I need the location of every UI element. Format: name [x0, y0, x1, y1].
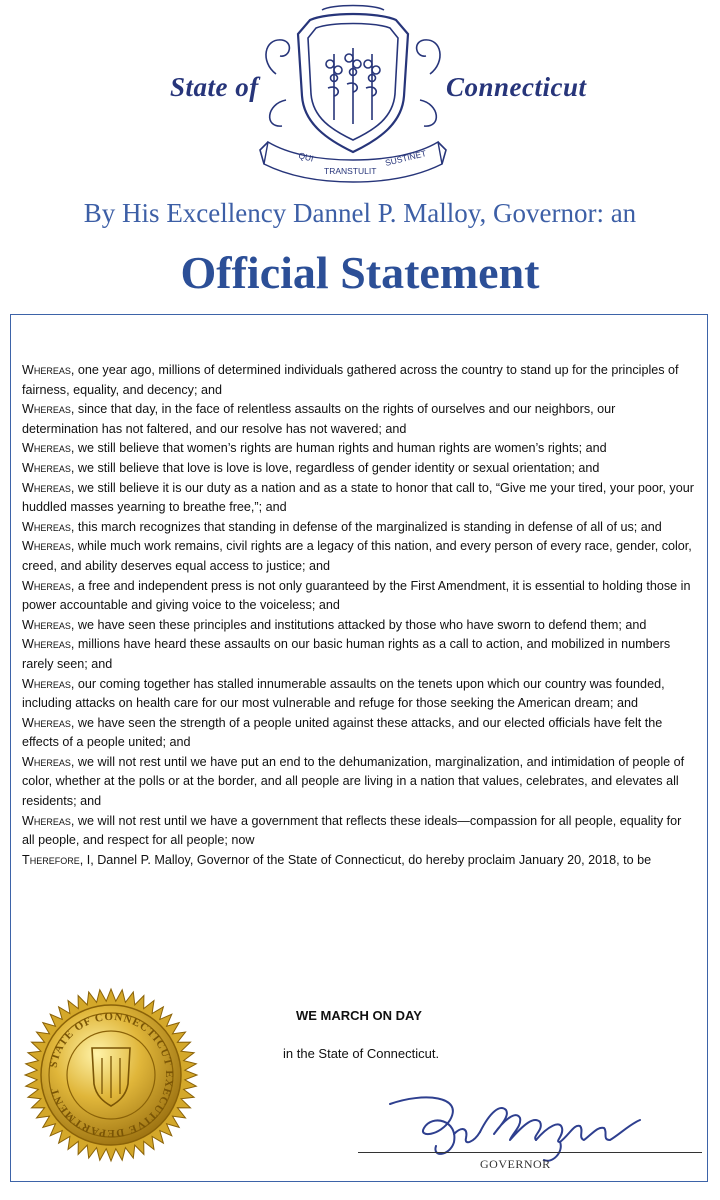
clause-text: , I, Dannel P. Malloy, Governor of the State of Connecticut, do hereby proclaim January 20, 2018, to be: [79, 852, 652, 867]
clause-text: , this march recognizes that standing in defense of the marginalized is standing in defense of all of us; and: [70, 519, 662, 534]
clause-lead: Whereas: [22, 539, 71, 554]
clause: [22, 753, 694, 812]
clause: [22, 635, 694, 674]
clause-text: , we have seen these principles and institutions attacked by those who have sworn to defend them; and: [70, 617, 647, 632]
signature-line: [358, 1152, 702, 1153]
clause-text: , one year ago, millions of determined individuals gathered across the country to stand up for the principles of fairness, equality, and decency; and: [22, 363, 679, 397]
clause-lead: Whereas: [22, 617, 71, 632]
clause-lead: Whereas: [22, 715, 71, 730]
clause-text: , we have seen the strength of a people united against these attacks, and our elected officials have felt the effects of a people united; and: [22, 715, 663, 750]
clause-lead: Whereas: [22, 480, 71, 495]
location-line: in the State of Connecticut.: [283, 1046, 440, 1061]
clause-text: , we still believe it is our duty as a nation and as a state to honor that call to, “Give me your tired, your poor, your huddled masses yearning to breathe free,”; and: [22, 480, 694, 515]
clause-text: , our coming together has stalled innumerable assaults on the tenets upon which our country was founded, including attacks on health care for our most vulnerable and refuge for those seeking the American dream; and: [22, 676, 665, 711]
clause-text: , while much work remains, civil rights are a legacy of this nation, and every person of every race, gender, color, creed, and ability deserves equal access to justice; and: [22, 539, 692, 573]
clause-lead: Whereas: [22, 519, 71, 534]
seal-text-path: STATE OF CONNECTICUT EXECUTIVE DEPARTMENT: [47, 1010, 176, 1140]
clause: [22, 459, 694, 479]
clause: [22, 479, 694, 518]
gold-state-seal: [22, 986, 200, 1164]
whereas-clauses: [22, 361, 694, 870]
clause-text: , we will not rest until we have a government that reflects these ideals—compassion for all people, equality for all people, and respect for all people; now: [22, 813, 682, 848]
clause: [22, 675, 694, 714]
clause: [22, 518, 694, 538]
state-crest: [258, 4, 448, 190]
clause-lead: Whereas: [22, 441, 71, 456]
excellency-line: By His Excellency Dannel P. Malloy, Governor: an: [83, 198, 637, 228]
clause: [22, 812, 694, 851]
clause: [22, 361, 694, 400]
clause-text: , we still believe that women’s rights are human rights and human rights are women’s rights; and: [70, 441, 607, 456]
motto-word-1: QUI: [297, 150, 315, 164]
clause-text: , we still believe that love is love is love, regardless of gender identity or sexual orientation; and: [70, 460, 600, 475]
clause-lead: Whereas: [22, 754, 71, 769]
clause-text: , millions have heard these assaults on our basic human rights as a call to action, and mobilized in numbers rarely seen; and: [22, 637, 671, 671]
clause: [22, 400, 694, 439]
clause-lead: Whereas: [22, 363, 71, 377]
connecticut-label: Connecticut: [446, 72, 587, 102]
clause: [22, 577, 694, 616]
clause-lead: Whereas: [22, 637, 71, 652]
clause-lead: Whereas: [22, 578, 71, 593]
proclaimed-day: WE MARCH ON DAY: [296, 1008, 422, 1023]
motto-word-3: SUSTINET: [384, 148, 428, 168]
clause-lead: Whereas: [22, 460, 71, 475]
motto-word-2: TRANSTULIT: [324, 166, 377, 176]
clause-lead: Whereas: [22, 402, 71, 417]
clause-lead: Whereas: [22, 813, 71, 828]
clause-text: , a free and independent press is not only guaranteed by the First Amendment, it is essential to holding those in power accountable and giving voice to the voiceless; and: [22, 578, 691, 613]
clause-lead: Therefore: [22, 852, 80, 867]
document-title: Official Statement: [180, 247, 540, 298]
clause: [22, 439, 694, 459]
clause-lead: Whereas: [22, 676, 71, 691]
state-of-label: State of: [170, 72, 259, 102]
clause: [22, 537, 694, 576]
clause-text: , we will not rest until we have put an end to the dehumanization, marginalization, and intimidation of people of color, whether at the polls or at the border, and all people are living in a nation that values, celebrates, and elevates all residents; and: [22, 754, 685, 809]
governor-title: GOVERNOR: [480, 1157, 551, 1171]
clause: [22, 851, 694, 871]
clause: [22, 714, 694, 753]
clause: [22, 616, 694, 636]
clause-text: , since that day, in the face of relentless assaults on the rights of ourselves and our neighbors, our determination has not faltered, and our resolve has not wavered; and: [22, 402, 616, 436]
